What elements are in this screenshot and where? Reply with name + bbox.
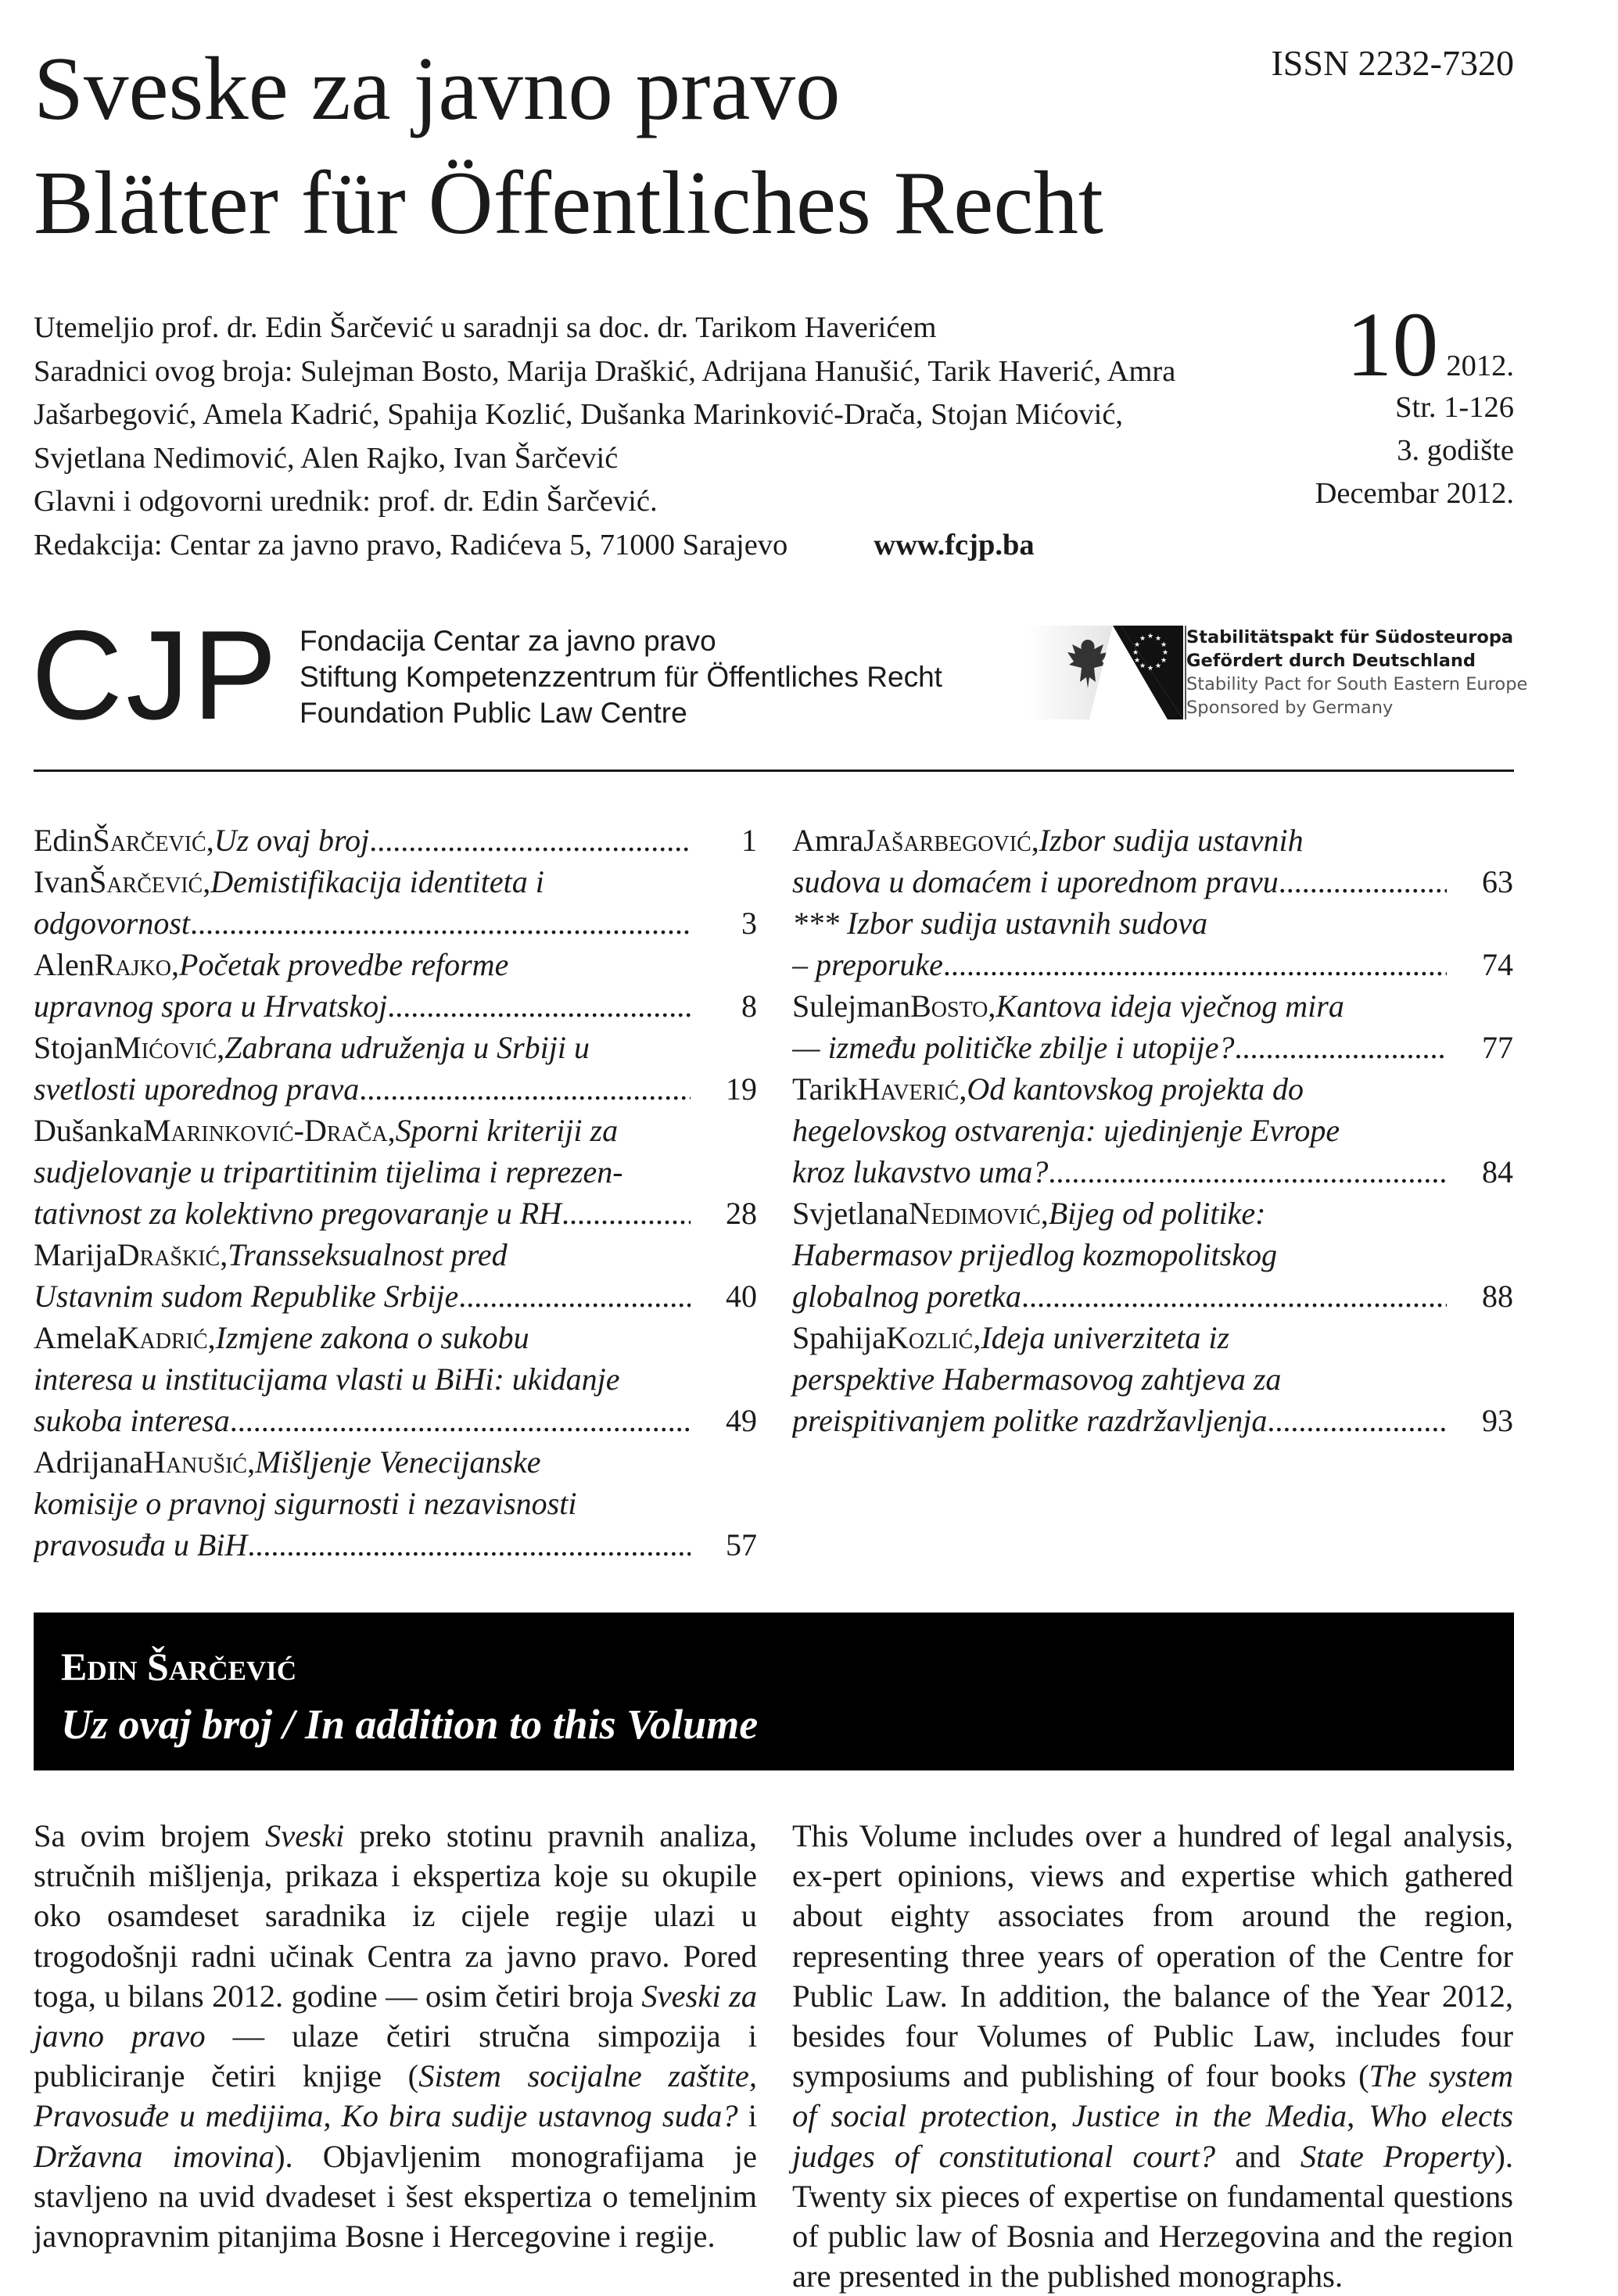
masthead-contributors: Saradnici ovog broja: Sulejman Bosto, Marija Draškić, Adrijana Hanušić, Tarik Haverić, Amra: [34, 354, 1176, 388]
foundation-name-bs: Fondacija Centar za javno pravo: [300, 625, 716, 657]
toc-line: [792, 1275, 1513, 1317]
toc-line: [34, 1234, 757, 1275]
toc-page-number: 93: [1482, 1403, 1513, 1438]
toc-author-first: Amela: [34, 1320, 117, 1355]
toc-article-title: Izbor sudija ustavnih: [1039, 823, 1304, 858]
text-run: i: [737, 2098, 757, 2134]
toc-article-title: – preporuke: [792, 947, 943, 982]
toc-entry[interactable]: [792, 1317, 1513, 1441]
toc-leader-dots: [458, 1275, 691, 1317]
toc-article-title: kroz lukavstvo uma?: [792, 1154, 1049, 1189]
svg-text:★: ★: [1146, 633, 1154, 640]
masthead-editorial-office: [34, 524, 1324, 568]
toc-author-first: Spahija: [792, 1320, 886, 1355]
toc-title-row: [34, 985, 691, 1027]
toc-page-number: 74: [1482, 947, 1513, 982]
toc-line: [34, 820, 757, 861]
toc-line: [34, 944, 757, 985]
toc-line: [792, 902, 1513, 944]
article-banner: [34, 1613, 1514, 1770]
toc-leader-dots: [1279, 861, 1447, 902]
toc-author-last: Hanušić: [142, 1444, 248, 1480]
toc-page-number: 77: [1482, 1030, 1513, 1065]
toc-line: [792, 1151, 1513, 1193]
svg-text:★: ★: [1132, 649, 1139, 657]
svg-text:★: ★: [1146, 665, 1154, 673]
article-title: Uz ovaj broj / In addition to this Volume: [61, 1701, 759, 1748]
toc-line: [792, 1193, 1513, 1234]
toc-title-row: [34, 1400, 691, 1441]
toc-title-row: [792, 1275, 1447, 1317]
text-run: ,: [1049, 2098, 1072, 2134]
toc-author-last: Jašarbegović: [863, 823, 1031, 858]
toc-article-title: Ideja univerziteta iz: [981, 1320, 1230, 1355]
issue-year: 2012.: [1446, 350, 1514, 382]
toc-author-first: Tarik: [792, 1071, 858, 1107]
toc-article-title: *** Izbor sudija ustavnih sudova: [792, 906, 1208, 941]
text-run: ,: [1347, 2098, 1369, 2134]
toc-separator: ,: [171, 947, 180, 982]
table-of-contents-right: [792, 820, 1513, 1441]
toc-author-last: Šarčević: [92, 823, 206, 858]
toc-title-row: [34, 1275, 691, 1317]
toc-leader-dots: [1234, 1027, 1447, 1068]
toc-page-number: 88: [1482, 1279, 1513, 1314]
toc-leader-dots: [1267, 1400, 1447, 1441]
masthead-founder: Utemeljio prof. dr. Edin Šarčević u saradnji sa doc. dr. Tarikom Haverićem: [34, 311, 937, 344]
toc-author-first: Ivan: [34, 864, 90, 899]
issue-pages: Str. 1-126: [1395, 391, 1514, 425]
paragraph: [34, 1816, 757, 2256]
toc-article-title: Sporni kriteriji za: [395, 1113, 619, 1148]
toc-leader-dots: [359, 1068, 691, 1110]
italic-run: Who elects judges of constitutional court?: [792, 2098, 1514, 2174]
toc-author-first: Dušanka: [34, 1113, 143, 1148]
divider-rule: [34, 770, 1514, 772]
masthead: [34, 307, 1324, 567]
toc-title-row: [34, 1524, 691, 1566]
toc-author-last: Kozlić: [885, 1320, 974, 1355]
toc-separator: ,: [1031, 823, 1039, 858]
toc-leader-dots: [561, 1193, 691, 1234]
toc-entry[interactable]: [34, 861, 757, 944]
toc-title-row: [34, 902, 691, 944]
toc-article-title: Habermasov prijedlog kozmopolitskog: [792, 1237, 1277, 1272]
toc-leader-dots: [943, 944, 1447, 985]
text-run: This Volume includes over a hundred of legal analysis, ex-pert opinions, views and expertise which gathered about eighty associates from around the region, representing three years of operation of the Centre for Public Law. In addition, the balance of the Year 2012, besides four Volumes of Public Law, includes four symposiums and publishing of four books (: [792, 1818, 1513, 2094]
toc-page-number: 40: [726, 1279, 757, 1314]
toc-line: [34, 1400, 757, 1441]
toc-entry[interactable]: [34, 1234, 757, 1317]
toc-article-title: sudova u domaćem i uporednom pravu: [792, 864, 1279, 899]
toc-author-last: Nedimović: [908, 1196, 1041, 1231]
toc-line: [34, 1441, 757, 1483]
toc-article-title: Mišljenje Venecijanske: [255, 1444, 541, 1480]
toc-separator: ,: [1040, 1196, 1049, 1231]
toc-article-title: Bijeg od politike:: [1048, 1196, 1266, 1231]
toc-leader-dots: [369, 820, 691, 861]
toc-entry[interactable]: [792, 985, 1513, 1068]
italic-run: The system of social protection: [792, 2058, 1513, 2134]
toc-line: [34, 1193, 757, 1234]
toc-entry[interactable]: [34, 820, 757, 861]
text-run: ). Twenty six pieces of expertise on fundamental questions of public law of Bosnia and Herzegovina and the region are presented in the published monographs.: [792, 2138, 1513, 2294]
toc-title-row: [792, 1151, 1447, 1193]
toc-author-first: Adrijana: [34, 1444, 143, 1480]
toc-line: [792, 820, 1513, 861]
journal-title: Sveske za javno pravo: [34, 39, 841, 138]
toc-title-row: [34, 820, 691, 861]
toc-separator: ,: [387, 1113, 396, 1148]
stability-pact-text: [1186, 626, 1527, 719]
toc-leader-dots: [387, 985, 691, 1027]
toc-leader-dots: [230, 1400, 691, 1441]
toc-article-title: Demistifikacija identiteta i: [210, 864, 544, 899]
toc-title-row: [792, 944, 1447, 985]
foundation-name-de: Stiftung Kompetenzzentrum für Öffentliches Recht: [300, 661, 942, 693]
sponsor-line: Stability Pact for South Eastern Europe: [1186, 674, 1528, 694]
toc-author-first: Alen: [34, 947, 95, 982]
toc-line: [34, 1358, 757, 1400]
toc-author-last: Kadrić: [117, 1320, 208, 1355]
toc-line: [792, 1068, 1513, 1110]
italic-run: Sveski za javno pravo: [34, 1978, 758, 2054]
toc-line: [34, 902, 757, 944]
toc-line: [34, 1275, 757, 1317]
toc-article-title: Transseksualnost pred: [228, 1237, 508, 1272]
svg-text:★: ★: [1133, 641, 1141, 649]
toc-article-title: preispitivanjem politke razdržavljenja: [792, 1403, 1268, 1438]
foundation-names: [300, 623, 942, 731]
editorial-address: Redakcija: Centar za javno pravo, Radićeva 5, 71000 Sarajevo: [34, 528, 788, 561]
toc-line: [34, 1110, 757, 1151]
toc-article-title: Zabrana udruženja u Srbiji u: [224, 1030, 590, 1065]
toc-line: [792, 1027, 1513, 1068]
toc-author-first: Edin: [34, 823, 93, 858]
toc-line: [34, 1151, 757, 1193]
toc-article-title: Kantova ideja vječnog mira: [996, 988, 1344, 1024]
toc-article-title: pravosuđa u BiH: [34, 1527, 248, 1562]
svg-text:★: ★: [1160, 657, 1168, 665]
toc-article-title: hegelovskog ostvarenja: ujedinjenje Evrope: [792, 1113, 1340, 1148]
toc-author-first: Stojan: [34, 1030, 114, 1065]
svg-text:★: ★: [1160, 641, 1168, 649]
toc-article-title: Izmjene zakona o sukobu: [215, 1320, 529, 1355]
toc-article-title: Uz ovaj broj: [213, 823, 370, 858]
toc-page-number: 57: [726, 1527, 757, 1562]
masthead-contributors: Svjetlana Nedimović, Alen Rajko, Ivan Šarčević: [34, 441, 619, 475]
toc-page-number: 63: [1482, 864, 1513, 899]
toc-separator: ,: [203, 864, 211, 899]
toc-leader-dots: [1021, 1275, 1447, 1317]
toc-author-last: Bosto: [910, 988, 988, 1024]
toc-line: [34, 1068, 757, 1110]
text-run: preko stotinu pravnih analiza, stručnih mišljenja, prikaza i ekspertiza koje su okupile oko osamdeset saradnika iz cijele regije ulazi u trogodošnji radni učinak Centra za javno pravo. Pored toga, u bilans 2012. godine — osim četiri broja: [34, 1818, 757, 2014]
toc-article-title: Od kantovskog projekta do: [967, 1071, 1304, 1107]
text-run: Sa ovim brojem: [34, 1818, 266, 1853]
toc-line: [792, 1400, 1513, 1441]
toc-article-title: sudjelovanje u tripartitinim tijelima i reprezen-: [34, 1154, 623, 1189]
toc-line: [34, 1524, 757, 1566]
toc-article-title: globalnog poretka: [792, 1279, 1021, 1314]
toc-article-title: upravnog spora u Hrvatskoj: [34, 988, 388, 1024]
issue-date: Decembar 2012.: [1315, 477, 1514, 511]
toc-separator: ,: [207, 1320, 216, 1355]
toc-article-title: — između političke zbilje i utopije?: [792, 1030, 1235, 1065]
toc-article-title: komisije o pravnoj sigurnosti i nezavisnosti: [34, 1486, 577, 1521]
toc-line: [34, 985, 757, 1027]
toc-article-title: Ustavnim sudom Republike Srbije: [34, 1279, 459, 1314]
toc-entry[interactable]: [34, 1441, 757, 1566]
toc-separator: ,: [206, 823, 214, 858]
toc-separator: ,: [973, 1320, 981, 1355]
masthead-contributors: Jašarbegović, Amela Kadrić, Spahija Kozlić, Dušanka Marinković-Drača, Stojan Mićović,: [34, 398, 1124, 431]
toc-page-number: 19: [726, 1071, 757, 1107]
toc-author-first: Amra: [792, 823, 864, 858]
table-of-contents-left: [34, 820, 757, 1566]
toc-line: [34, 861, 757, 902]
toc-separator: ,: [988, 988, 996, 1024]
toc-line: [792, 1317, 1513, 1358]
toc-author-last: Haverić: [857, 1071, 960, 1107]
toc-article-title: odgovornost: [34, 906, 190, 941]
toc-entry[interactable]: [34, 1027, 757, 1110]
toc-entry[interactable]: [34, 1317, 757, 1441]
toc-author-last: Šarčević: [89, 864, 203, 899]
toc-line: [792, 944, 1513, 985]
italic-run: Sveski: [265, 1818, 345, 1853]
toc-page-number: 49: [726, 1403, 757, 1438]
article-author: Edin Šarčević: [61, 1645, 297, 1688]
toc-separator: ,: [220, 1237, 228, 1272]
toc-entry[interactable]: [34, 1110, 757, 1234]
toc-separator: ,: [247, 1444, 256, 1480]
toc-author-last: Rajko: [94, 947, 172, 982]
toc-author-first: Marija: [34, 1237, 117, 1272]
sponsor-line: Gefördert durch Deutschland: [1186, 651, 1476, 671]
toc-line: [34, 1483, 757, 1524]
toc-author-first: Sulejman: [792, 988, 911, 1024]
toc-line: [792, 985, 1513, 1027]
toc-author-last: Marinković-Drača: [142, 1113, 388, 1148]
toc-page-number: 3: [741, 906, 757, 941]
text-run: and: [1215, 2138, 1300, 2174]
svg-text:★: ★: [1139, 662, 1146, 670]
toc-article-title: sukoba interesa: [34, 1403, 230, 1438]
toc-page-number: 84: [1482, 1154, 1513, 1189]
toc-entry[interactable]: [792, 902, 1513, 985]
svg-text:★: ★: [1154, 662, 1162, 670]
toc-page-number: 8: [741, 988, 757, 1024]
body-text-bosnian: [34, 1816, 757, 2256]
toc-title-row: [34, 1068, 691, 1110]
toc-author-last: Mićović: [113, 1030, 217, 1065]
toc-separator: ,: [959, 1071, 967, 1107]
foundation-name-en: Foundation Public Law Centre: [300, 697, 687, 729]
toc-entry[interactable]: [34, 944, 757, 1027]
svg-text:★: ★: [1139, 635, 1146, 643]
toc-leader-dots: [247, 1524, 691, 1566]
journal-title-german: Blätter für Öffentliches Recht: [34, 153, 1103, 253]
italic-run: Državna imovina: [34, 2138, 275, 2174]
toc-line: [792, 1234, 1513, 1275]
toc-article-title: interesa u institucijama vlasti u BiHi: ukidanje: [34, 1361, 620, 1397]
website-link[interactable]: www.fcjp.ba: [874, 528, 1035, 561]
toc-separator: ,: [217, 1030, 225, 1065]
toc-page-number: 28: [726, 1196, 757, 1231]
text-run: — ulaze četiri stručna simpozija i publiciranje četiri knjige (: [34, 2018, 757, 2094]
issue-volume: 3. godište: [1397, 434, 1514, 468]
italic-run: State Property: [1300, 2138, 1495, 2174]
issn: ISSN 2232-7320: [1271, 43, 1514, 83]
toc-entry[interactable]: [792, 1068, 1513, 1193]
toc-article-title: perspektive Habermasovog zahtjeva za: [792, 1361, 1282, 1397]
toc-line: [792, 1358, 1513, 1400]
toc-entry[interactable]: [792, 1193, 1513, 1317]
toc-line: [34, 1027, 757, 1068]
toc-article-title: Početak provedbe reforme: [179, 947, 509, 982]
toc-article-title: tativnost za kolektivno pregovaranje u RH: [34, 1196, 562, 1231]
toc-leader-dots: [190, 902, 691, 944]
toc-author-last: Draškić: [117, 1237, 221, 1272]
sponsor-line: Sponsored by Germany: [1186, 698, 1394, 718]
issue-number: 10: [1346, 293, 1439, 396]
svg-text:★: ★: [1133, 657, 1141, 665]
toc-line: [792, 861, 1513, 902]
italic-run: Justice in the Media: [1071, 2098, 1347, 2134]
svg-text:★: ★: [1154, 635, 1162, 643]
masthead-editor: Glavni i odgovorni urednik: prof. dr. Edin Šarčević.: [34, 485, 658, 518]
text-run: ). Objavljenim monografijama je stavljeno na uvid dvadeset i šest ekspertiza o temeljnim javnopravnim pitanjima Bosne i Hercegovine i regije.: [34, 2138, 757, 2255]
paragraph: [792, 1816, 1513, 2296]
toc-page-number: 1: [741, 823, 757, 858]
svg-text:★: ★: [1161, 649, 1169, 657]
toc-entry[interactable]: [792, 820, 1513, 902]
italic-run: Sistem socijalne zaštite, Pravosuđe u medijima, Ko bira sudije ustavnog suda?: [34, 2058, 758, 2134]
sponsor-line: Stabilitätspakt für Südosteuropa: [1186, 627, 1514, 648]
toc-leader-dots: [1048, 1151, 1447, 1193]
toc-title-row: [792, 1027, 1447, 1068]
toc-article-title: svetlosti uporednog prava: [34, 1071, 360, 1107]
toc-title-row: [34, 1193, 691, 1234]
toc-title-row: [792, 1400, 1447, 1441]
issue-info: [1315, 293, 1514, 515]
toc-line: [34, 1317, 757, 1358]
toc-author-first: Svjetlana: [792, 1196, 909, 1231]
body-text-english: [792, 1816, 1513, 2296]
toc-line: [792, 1110, 1513, 1151]
cjp-logo: CJP: [31, 604, 281, 746]
toc-title-row: [792, 861, 1447, 902]
